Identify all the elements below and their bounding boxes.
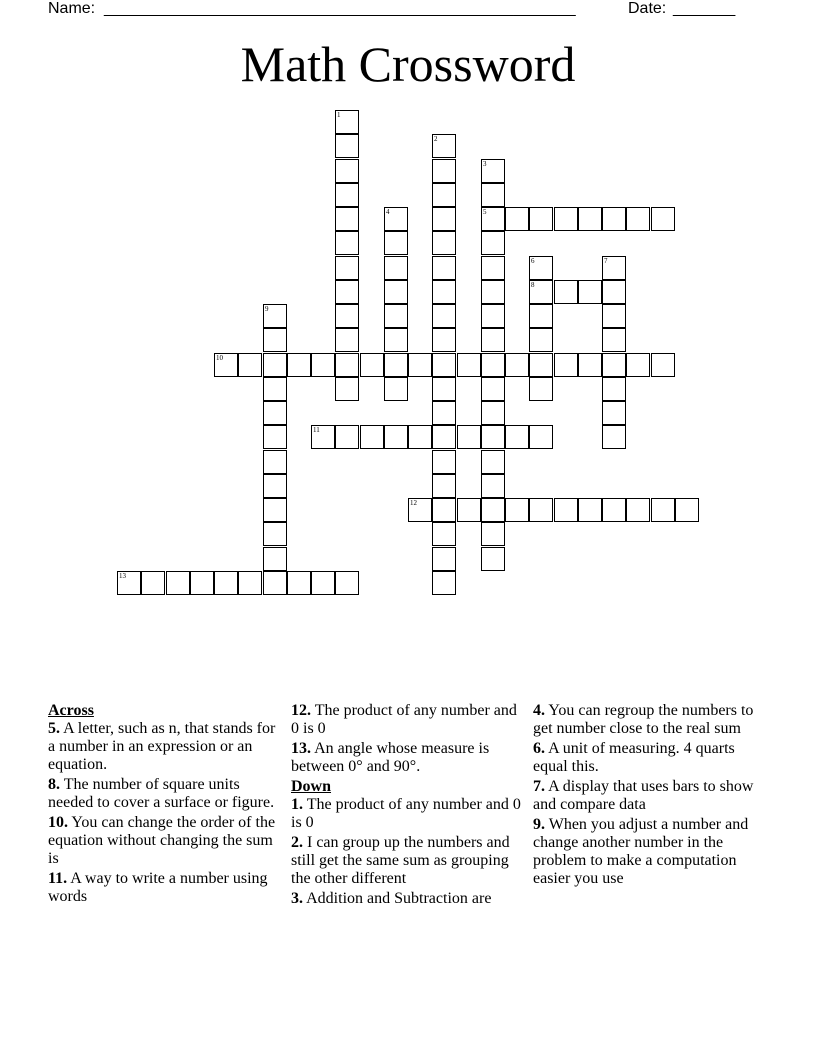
crossword-cell[interactable] bbox=[578, 498, 602, 522]
crossword-cell[interactable] bbox=[529, 498, 553, 522]
page-title: Math Crossword bbox=[240, 36, 576, 92]
crossword-cell[interactable] bbox=[481, 474, 505, 498]
crossword-cell[interactable] bbox=[432, 353, 456, 377]
clue-text: You can change the order of the equation without changing the sum is bbox=[48, 814, 276, 867]
crossword-cell[interactable] bbox=[505, 425, 529, 449]
crossword-cell[interactable] bbox=[481, 207, 505, 231]
crossword-cell[interactable] bbox=[481, 280, 505, 304]
crossword-cell[interactable] bbox=[263, 498, 287, 522]
crossword-cell[interactable] bbox=[432, 547, 456, 571]
crossword-cell[interactable] bbox=[263, 304, 287, 328]
cell-number: 11 bbox=[313, 426, 320, 434]
clue-across-11 bbox=[48, 870, 280, 906]
crossword-cell[interactable] bbox=[432, 256, 456, 280]
crossword-cell[interactable] bbox=[408, 498, 432, 522]
crossword-cell[interactable] bbox=[529, 207, 553, 231]
crossword-cell[interactable] bbox=[529, 425, 553, 449]
clue-number: 3. bbox=[291, 890, 303, 907]
crossword-cell[interactable] bbox=[432, 159, 456, 183]
cell-number: 3 bbox=[483, 160, 487, 168]
clue-across-13 bbox=[291, 740, 523, 776]
crossword-cell[interactable] bbox=[432, 425, 456, 449]
crossword-cell[interactable] bbox=[335, 328, 359, 352]
crossword-cell[interactable] bbox=[238, 571, 262, 595]
crossword-cell[interactable] bbox=[335, 256, 359, 280]
crossword-cell[interactable] bbox=[214, 571, 238, 595]
clue-text: A unit of measuring. 4 quarts equal this. bbox=[533, 740, 735, 775]
crossword-cell[interactable] bbox=[481, 547, 505, 571]
crossword-cell[interactable] bbox=[651, 498, 675, 522]
crossword-cell[interactable] bbox=[602, 280, 626, 304]
crossword-cell[interactable] bbox=[554, 280, 578, 304]
crossword-cell[interactable] bbox=[408, 353, 432, 377]
crossword-cell[interactable] bbox=[432, 328, 456, 352]
clue-number: 10. bbox=[48, 814, 68, 831]
crossword-cell[interactable] bbox=[432, 571, 456, 595]
clue-across-12 bbox=[291, 702, 523, 738]
crossword-cell[interactable] bbox=[384, 231, 408, 255]
name-label: Name: bbox=[48, 0, 96, 17]
crossword-cell[interactable] bbox=[360, 425, 384, 449]
crossword-cell[interactable] bbox=[602, 377, 626, 401]
across-heading: Across bbox=[48, 702, 94, 719]
clue-text: You can regroup the numbers to get number close to the real sum bbox=[533, 702, 754, 737]
crossword-cell[interactable] bbox=[529, 304, 553, 328]
clue-down-9 bbox=[533, 816, 765, 888]
clue-text: A display that uses bars to show and compare data bbox=[533, 778, 754, 813]
crossword-cell[interactable] bbox=[481, 522, 505, 546]
clue-number: 13. bbox=[291, 740, 311, 757]
clue-text: The number of square units needed to cover a surface or figure. bbox=[48, 776, 275, 811]
crossword-cell[interactable] bbox=[384, 256, 408, 280]
clue-across-5 bbox=[48, 720, 280, 774]
crossword-cell[interactable] bbox=[335, 134, 359, 158]
crossword-cell[interactable] bbox=[335, 207, 359, 231]
crossword-cell[interactable] bbox=[432, 207, 456, 231]
crossword-cell[interactable] bbox=[481, 256, 505, 280]
crossword-cell[interactable] bbox=[602, 498, 626, 522]
crossword-cell[interactable] bbox=[529, 353, 553, 377]
crossword-cell[interactable] bbox=[481, 304, 505, 328]
crossword-cell[interactable] bbox=[529, 280, 553, 304]
crossword-cell[interactable] bbox=[335, 231, 359, 255]
crossword-cell[interactable] bbox=[651, 353, 675, 377]
crossword-cell[interactable] bbox=[360, 353, 384, 377]
clue-text: An angle whose measure is between 0° and 90°. bbox=[291, 740, 490, 775]
crossword-cell[interactable] bbox=[238, 353, 262, 377]
clue-number: 6. bbox=[533, 740, 545, 757]
crossword-cell[interactable] bbox=[626, 353, 650, 377]
crossword-cell[interactable] bbox=[481, 377, 505, 401]
crossword-cell[interactable] bbox=[166, 571, 190, 595]
clue-text: A letter, such as n, that stands for a number in an expression or an equation. bbox=[48, 720, 276, 773]
crossword-cell[interactable] bbox=[481, 450, 505, 474]
crossword-cell[interactable] bbox=[578, 280, 602, 304]
crossword-cell[interactable] bbox=[335, 183, 359, 207]
crossword-cell[interactable] bbox=[263, 328, 287, 352]
clue-down-4 bbox=[533, 702, 765, 738]
clue-down-2 bbox=[291, 834, 523, 888]
crossword-cell[interactable] bbox=[141, 571, 165, 595]
cell-number: 2 bbox=[434, 135, 438, 143]
crossword-cell[interactable] bbox=[263, 401, 287, 425]
clue-number: 1. bbox=[291, 796, 303, 813]
crossword-cell[interactable] bbox=[554, 207, 578, 231]
crossword-cell[interactable] bbox=[263, 474, 287, 498]
crossword-cell[interactable] bbox=[505, 498, 529, 522]
crossword-cell[interactable] bbox=[457, 425, 481, 449]
crossword-cell[interactable] bbox=[408, 425, 432, 449]
crossword-cell[interactable] bbox=[432, 183, 456, 207]
cell-number: 9 bbox=[265, 305, 269, 313]
crossword-cell[interactable] bbox=[602, 353, 626, 377]
crossword-cell[interactable] bbox=[263, 353, 287, 377]
clue-across-10 bbox=[48, 814, 280, 868]
crossword-cell[interactable] bbox=[432, 134, 456, 158]
clue-text: A way to write a number using words bbox=[48, 870, 268, 905]
crossword-cell[interactable] bbox=[287, 571, 311, 595]
crossword-cell[interactable] bbox=[602, 256, 626, 280]
crossword-cell[interactable] bbox=[602, 401, 626, 425]
crossword-cell[interactable] bbox=[481, 231, 505, 255]
crossword-cell[interactable] bbox=[263, 571, 287, 595]
crossword-cell[interactable] bbox=[481, 498, 505, 522]
crossword-cell[interactable] bbox=[481, 183, 505, 207]
crossword-cell[interactable] bbox=[263, 547, 287, 571]
crossword-cell[interactable] bbox=[263, 377, 287, 401]
crossword-cell[interactable] bbox=[481, 401, 505, 425]
crossword-cell[interactable] bbox=[554, 498, 578, 522]
crossword-cell[interactable] bbox=[432, 231, 456, 255]
clue-number: 12. bbox=[291, 702, 311, 719]
crossword-cell[interactable] bbox=[384, 328, 408, 352]
clue-down-7 bbox=[533, 778, 765, 814]
crossword-cell[interactable] bbox=[335, 353, 359, 377]
crossword-cell[interactable] bbox=[335, 571, 359, 595]
crossword-cell[interactable] bbox=[335, 110, 359, 134]
crossword-cell[interactable] bbox=[384, 353, 408, 377]
crossword-cell[interactable] bbox=[529, 328, 553, 352]
clue-text: I can group up the numbers and still get the same sum as grouping the other different bbox=[291, 834, 510, 887]
crossword-cell[interactable] bbox=[578, 207, 602, 231]
crossword-cell[interactable] bbox=[432, 377, 456, 401]
crossword-cell[interactable] bbox=[481, 328, 505, 352]
crossword-cell[interactable] bbox=[335, 425, 359, 449]
crossword-cell[interactable] bbox=[651, 207, 675, 231]
crossword-cell[interactable] bbox=[602, 328, 626, 352]
crossword-cell[interactable] bbox=[457, 498, 481, 522]
clue-number: 8. bbox=[48, 776, 60, 793]
cell-number: 13 bbox=[119, 572, 126, 580]
crossword-cell[interactable] bbox=[263, 425, 287, 449]
crossword-cell[interactable] bbox=[626, 498, 650, 522]
cell-number: 1 bbox=[337, 111, 341, 119]
crossword-cell[interactable] bbox=[505, 207, 529, 231]
date-label: Date: bbox=[628, 0, 667, 17]
crossword-cell[interactable] bbox=[578, 353, 602, 377]
crossword-cell[interactable] bbox=[311, 353, 335, 377]
cell-number: 10 bbox=[216, 354, 223, 362]
crossword-cell[interactable] bbox=[335, 377, 359, 401]
crossword-cell[interactable] bbox=[602, 304, 626, 328]
crossword-cell[interactable] bbox=[626, 207, 650, 231]
crossword-cell[interactable] bbox=[505, 353, 529, 377]
crossword-cell[interactable] bbox=[432, 450, 456, 474]
cell-number: 5 bbox=[483, 208, 487, 216]
crossword-cell[interactable] bbox=[432, 401, 456, 425]
clue-text: When you adjust a number and change another number in the problem to make a computation easier you use bbox=[533, 816, 749, 887]
crossword-cell[interactable] bbox=[481, 159, 505, 183]
crossword-cell[interactable] bbox=[529, 377, 553, 401]
crossword-cell[interactable] bbox=[602, 207, 626, 231]
clue-down-6 bbox=[533, 740, 765, 776]
crossword-cell[interactable] bbox=[384, 207, 408, 231]
clue-number: 11. bbox=[48, 870, 68, 887]
crossword-cell[interactable] bbox=[675, 498, 699, 522]
crossword-cell[interactable] bbox=[384, 304, 408, 328]
crossword-cell[interactable] bbox=[384, 280, 408, 304]
down-heading: Down bbox=[291, 778, 332, 795]
cell-number: 12 bbox=[410, 499, 417, 507]
crossword-cell[interactable] bbox=[214, 353, 238, 377]
crossword-cell[interactable] bbox=[335, 280, 359, 304]
clues-column-3 bbox=[533, 702, 765, 890]
crossword-cell[interactable] bbox=[432, 280, 456, 304]
crossword-cell[interactable] bbox=[263, 450, 287, 474]
crossword-cell[interactable] bbox=[554, 353, 578, 377]
clue-number: 5. bbox=[48, 720, 60, 737]
cell-number: 8 bbox=[531, 281, 535, 289]
clue-across-8 bbox=[48, 776, 280, 812]
crossword-cell[interactable] bbox=[190, 571, 214, 595]
date-field[interactable]: _______ bbox=[673, 0, 736, 17]
clue-number: 7. bbox=[533, 778, 545, 795]
clue-text: The product of any number and 0 is 0 bbox=[291, 702, 517, 737]
name-field[interactable]: _____________________________________________________ bbox=[104, 0, 576, 17]
crossword-cell[interactable] bbox=[432, 522, 456, 546]
crossword-cell[interactable] bbox=[311, 571, 335, 595]
clue-number: 2. bbox=[291, 834, 303, 851]
crossword-cell[interactable] bbox=[384, 377, 408, 401]
crossword-cell[interactable] bbox=[384, 425, 408, 449]
crossword-cell[interactable] bbox=[287, 353, 311, 377]
crossword-cell[interactable] bbox=[432, 304, 456, 328]
crossword-cell[interactable] bbox=[311, 425, 335, 449]
crossword-cell[interactable] bbox=[602, 425, 626, 449]
clues-column-1 bbox=[48, 702, 280, 908]
crossword-cell[interactable] bbox=[117, 571, 141, 595]
clue-number: 9. bbox=[533, 816, 545, 833]
crossword-cell[interactable] bbox=[481, 353, 505, 377]
clue-number: 4. bbox=[533, 702, 545, 719]
crossword-cell[interactable] bbox=[335, 304, 359, 328]
clue-down-1 bbox=[291, 796, 523, 832]
crossword-cell[interactable] bbox=[457, 353, 481, 377]
crossword-cell[interactable] bbox=[529, 256, 553, 280]
cell-number: 4 bbox=[386, 208, 390, 216]
clues-column-2 bbox=[291, 702, 523, 910]
crossword-cell[interactable] bbox=[432, 498, 456, 522]
crossword-cell[interactable] bbox=[335, 159, 359, 183]
cell-number: 6 bbox=[531, 257, 535, 265]
clue-text: The product of any number and 0 is 0 bbox=[291, 796, 521, 831]
clue-down-3 bbox=[291, 890, 523, 908]
crossword-cell[interactable] bbox=[432, 474, 456, 498]
crossword-cell[interactable] bbox=[263, 522, 287, 546]
crossword-cell[interactable] bbox=[481, 425, 505, 449]
cell-number: 7 bbox=[604, 257, 608, 265]
clue-text: Addition and Subtraction are bbox=[306, 890, 492, 907]
